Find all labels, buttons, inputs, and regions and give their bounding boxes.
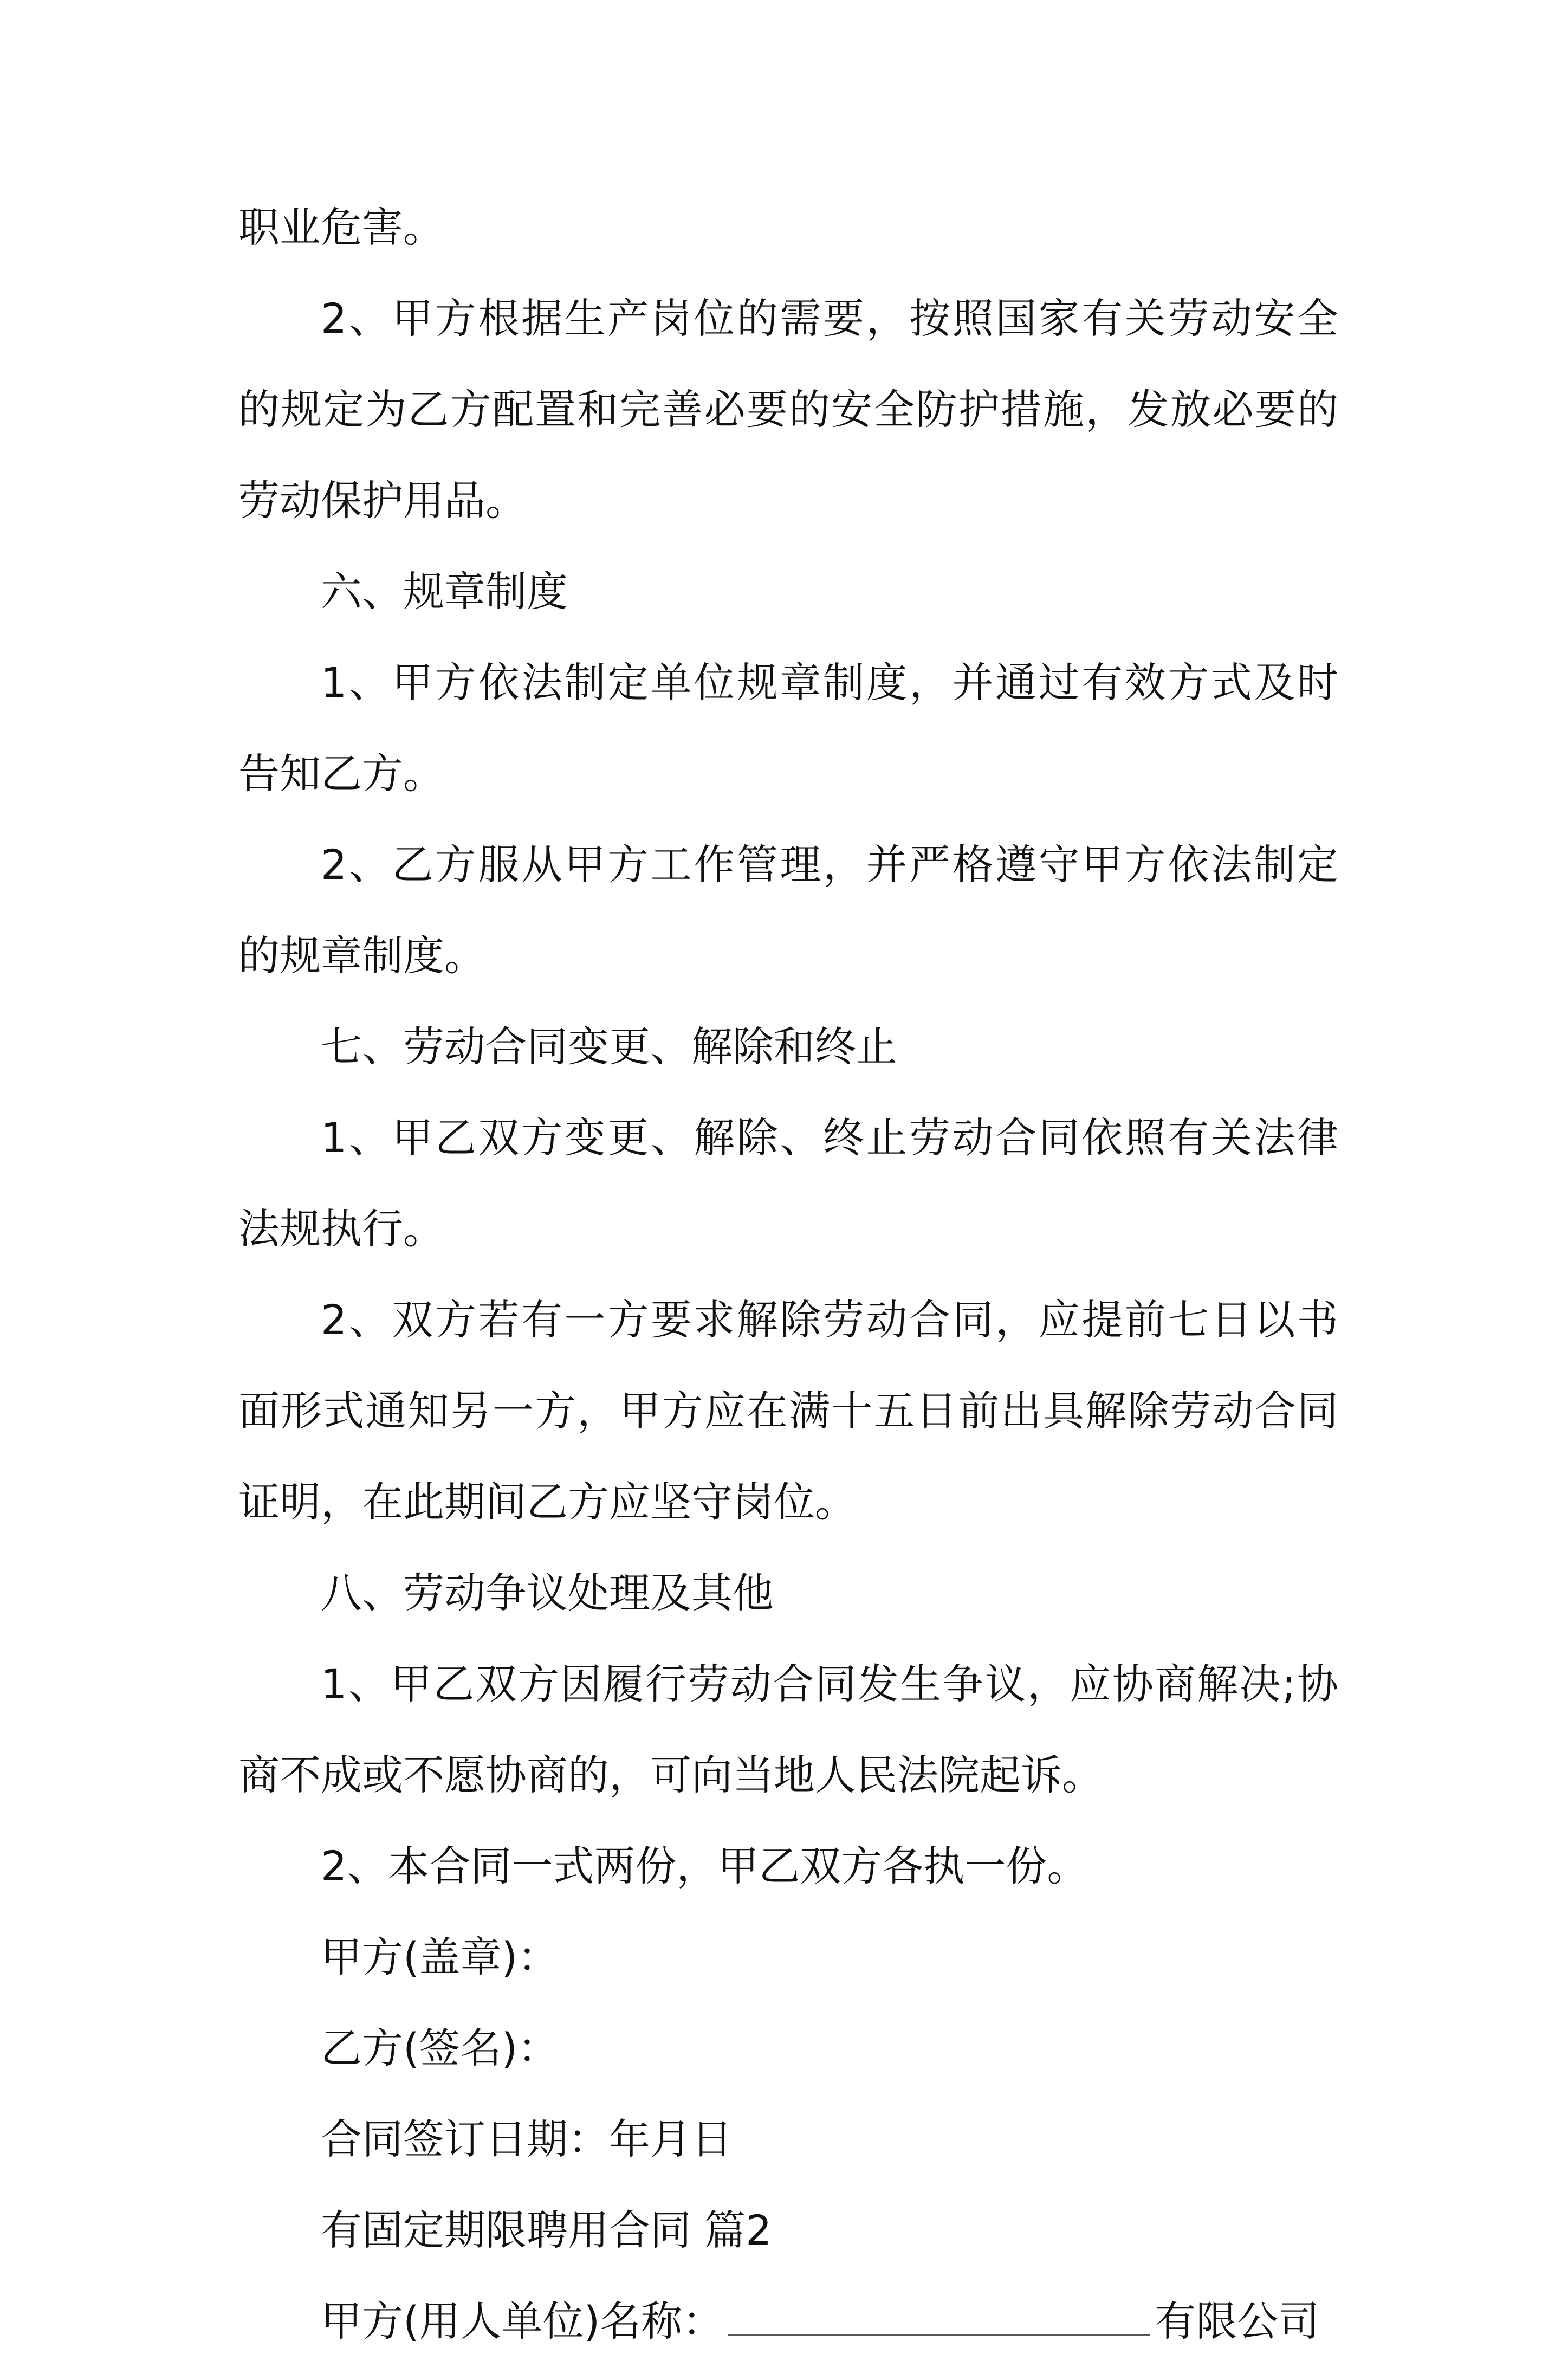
document-body [238,195,1338,2354]
paragraph-line: 告知乙方。 [238,749,444,798]
paragraph-line: 1、甲乙双方变更、解除、终止劳动合同依照有关法律 [321,1114,1338,1162]
paragraph-line: 2、本合同一式两份，甲乙双方各执一份。 [321,1842,1088,1890]
employer-name-blank[interactable] [728,2298,1150,2336]
contract-title: 有固定期限聘用合同 篇2 [321,2206,772,2254]
paragraph-line: 1、甲方依法制定单位规章制度，并通过有效方式及时 [321,658,1338,707]
paragraph-line: 面形式通知另一方，甲方应在满十五日前出具解除劳动合同 [238,1387,1338,1435]
paragraph-line: 证明，在此期间乙方应坚守岗位。 [238,1478,856,1526]
paragraph-line: 1、甲乙双方因履行劳动合同发生争议，应协商解决;协 [321,1660,1338,1708]
paragraph-line: 2、甲方根据生产岗位的需要，按照国家有关劳动安全 [321,294,1338,342]
employer-name-label: 甲方(用人单位)名称： [321,2297,724,2345]
paragraph-line: 2、双方若有一方要求解除劳动合同，应提前七日以书 [321,1296,1338,1344]
section-heading: 七、劳动合同变更、解除和终止 [321,1023,897,1071]
paragraph-line: 的规章制度。 [238,932,485,980]
paragraph-line: 劳动保护用品。 [238,476,527,525]
employer-name-field [238,2289,1338,2354]
paragraph-line: 2、乙方服从甲方工作管理，并严格遵守甲方依法制定 [321,840,1338,889]
section-heading: 八、劳动争议处理及其他 [321,1569,774,1617]
signing-date-line: 合同签订日期：年月日 [321,2115,733,2163]
party-b-signature-line: 乙方(签名)： [321,2024,559,2072]
text-line: 职业危害。 [238,203,444,251]
section-heading: 六、规章制度 [321,567,568,616]
party-a-seal-line: 甲方(盖章)： [321,1933,559,1981]
paragraph-line: 的规定为乙方配置和完善必要的安全防护措施，发放必要的 [238,385,1338,434]
paragraph-line: 法规执行。 [238,1205,444,1253]
employer-name-suffix: 有限公司 [1155,2297,1320,2345]
paragraph-line: 商不成或不愿协商的，可向当地人民法院起诉。 [238,1751,1103,1799]
